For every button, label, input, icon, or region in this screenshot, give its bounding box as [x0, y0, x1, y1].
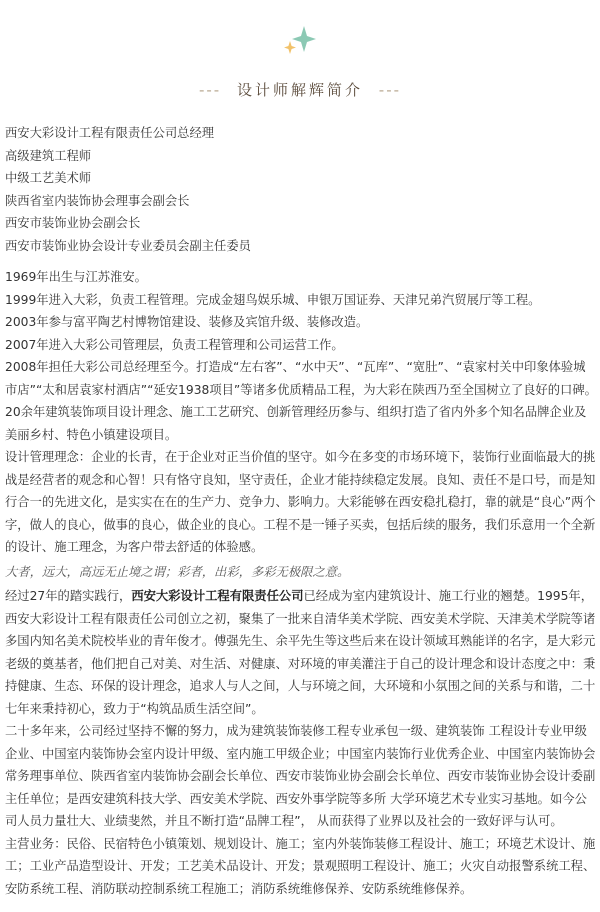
design-philosophy-paragraph: 设计管理理念：企业的长青，在于企业对正当价值的坚守。如今在多变的市场环境下，装饰行业面临最大的挑战是经营者的观念和心智！只有恪守良知，坚守责任，企业才能持续稳定发展。良知、责任不是口号，而是知行合一的先进文化，是实实在在的生产力、竞争力、影响力。大彩能够在西安稳扎稳打，靠的就是“良心”两个字，做人的良心，做事的良心，做企业的良心。工程不是一锤子买卖，包括后续的服务，我们乐意用一个全新的设计、施工理念，为客户带去舒适的体验感。: [5, 450, 596, 554]
title-line: 高级建筑工程师: [5, 148, 92, 163]
bio-paragraph: 1969年出生与江苏淮安。: [5, 270, 147, 284]
bio-paragraph: 1999年进入大彩，负责工程管理。完成金翅鸟娱乐城、申银万国证券、天津兄弟汽贸展厅等工程。: [5, 292, 541, 307]
title-dash-left: ---: [198, 81, 222, 99]
green-sparkle-icon: [292, 26, 316, 52]
bio-paragraph: 2003年参与富平陶艺村博物馆建设、装修及宾馆升级、装修改造。: [5, 315, 369, 329]
title-line: 陕西省室内装饰协会理事会副会长: [5, 193, 190, 208]
title-line: 西安市装饰业协会设计专业委员会副主任委员: [5, 238, 251, 253]
bio-paragraph: 2008年担任大彩公司总经理至今。打造成“左右客”、“水中天”、“瓦库”、“宽肚”、“袁家村关中印象体验城市店”“太和居袁家村酒店”“延安1938项目”等诸多优质精品工程，为大彩在陕西乃至全国树立了良好的口碑。20余年建筑装饰项目设计理念、施工工艺研究、创新管理经历参与、组织打造了省内外多个知名品牌企业及美丽乡村、特色小镇建设项目。: [5, 360, 597, 442]
bio-paragraph: 2007年进入大彩公司管理层，负责工程管理和公司运营工作。: [5, 337, 344, 352]
article-body: [5, 122, 597, 900]
title-line: 中级工艺美术师: [5, 171, 92, 185]
company-name: 西安大彩设计工程有限责任公司: [131, 589, 304, 603]
title-dash-right: ---: [378, 81, 402, 99]
company-intro-paragraph: [5, 585, 597, 720]
slogan: 大者，远大，高远无止境之谓；彩者，出彩，多彩无极限之意。: [5, 564, 350, 579]
title-line: 西安大彩设计工程有限责任公司总经理: [5, 126, 215, 140]
company-intro-lead: 经过27年的踏实践行，: [5, 589, 132, 603]
title-line: 西安市装饰业协会副会长: [5, 216, 141, 230]
company-intro-text: 已经成为室内建筑设计、施工行业的翘楚。1995年，西安大彩设计工程有限责任公司创立之初，聚集了一批来自清华美术学院、西安美术学院、天津美术学院等诸多国内知名美术院校毕业的青年俊才。傅强先生、余平先生等这些后来在设计领域耳熟能详的名字，是大彩元老级的奠基者，他们把自己对美、对生活、对健康、对环境的审美灌注于自己的设计理念和设计态度之中：秉持健康、生态、环保的设计理念，追求人与人之间，人与环境之间，大环境和小氛围之间的关系与和谐，二十七年来秉持初心，致力于“构筑品质生活空间”。: [5, 589, 596, 716]
section-title: [0, 79, 600, 100]
company-achievements-paragraph: 二十多年来，公司经过坚持不懈的努力，成为建筑装饰装修工程专业承包一级、建筑装饰 工程设计专业甲级企业、中国室内装饰协会室内设计甲级、室内施工甲级企业；中国室内装饰行业优秀企业、中国室内装饰协会常务理事单位、陕西省室内装饰协会副会长单位、西安市装饰业协会副会长单位、西安市装饰业协会设计委副主任单位；是西安建筑科技大学、西安美术学院、西安外事学院等多所 大学环境艺术专业实习基地。如今公司人员力量壮大、业绩斐然，并且不断打造“品牌工程”， 从而获得了业界以及社会的一致好评与认可。: [5, 724, 596, 828]
sparkle-decoration-icon: [0, 0, 600, 60]
main-business-paragraph: 主营业务：民俗、民宿特色小镇策划、规划设计、施工；室内外装饰装修工程设计、施工；环境艺术设计、施工；工业产品造型设计、开发；工艺美术品设计、开发；景观照明工程设计、施工；火灾自动报警系统工程、安防系统工程、消防联动控制系统工程施工；消防系统维修保养、安防系统维修保养。: [5, 836, 596, 896]
yellow-sparkle-icon: [284, 41, 296, 54]
page-title: 设计师解辉简介: [236, 81, 363, 99]
